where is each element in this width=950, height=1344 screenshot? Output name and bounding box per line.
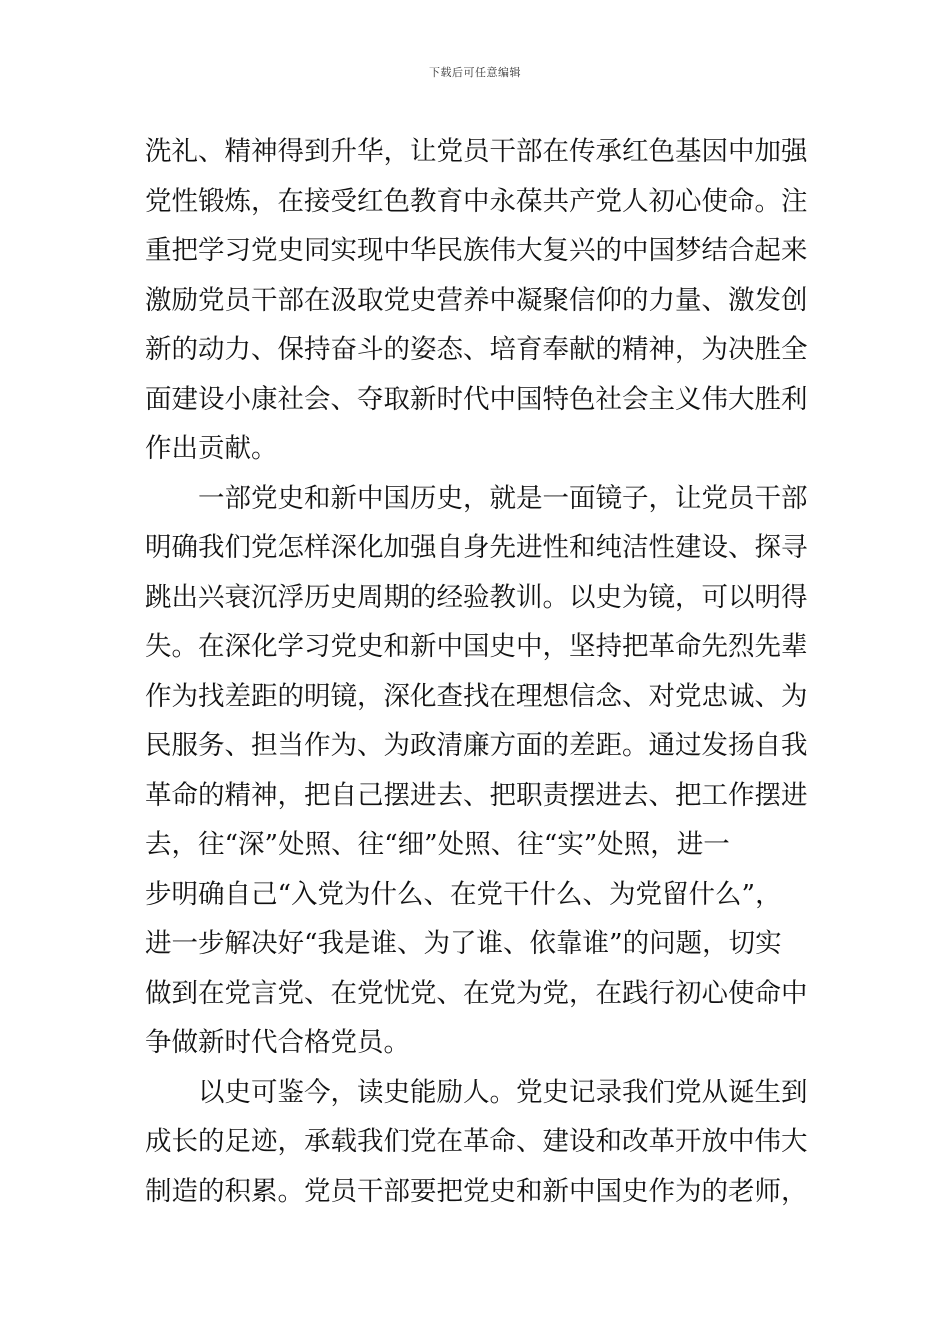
text-line: 制造的积累。党员干部要把党史和新中国史作为的老师， (145, 1175, 808, 1207)
paragraph-3 (145, 1068, 810, 1217)
text-line: 明确我们党怎样深化加强自身先进性和纯洁性建设、探寻 (145, 532, 808, 563)
text-line: 失。在深化学习党史和新中国史中，坚持把革命先烈先辈 (145, 631, 808, 662)
text-line: 进一步解决好“我是谁、为了谁、依靠谁”的问题，切实 (145, 928, 782, 959)
text-line: 步明确自己“入党为什么、在党干什么、为党留什么”， (145, 878, 782, 910)
text-line: 以史可鉴今，读史能励人。党史记录我们党从诞生到 (198, 1076, 808, 1108)
text-line: 一部党史和新中国历史，就是一面镜子，让党员干部 (198, 482, 808, 514)
page-header: 下载后可任意编辑 (429, 66, 521, 79)
text-line: 去，往“深”处照、往“细”处照、往“实”处照，进一 (145, 829, 730, 860)
text-line: 激励党员干部在汲取党史营养中凝聚信仰的力量、激发创 (145, 284, 808, 316)
text-line: 跳出兴衰沉浮历史周期的经验教训。以史为镜，可以明得 (145, 581, 808, 613)
text-line: 作为找差距的明镜，深化查找在理想信念、对党忠诚、为 (145, 680, 808, 712)
document-body (145, 127, 810, 1216)
text-line: 重把学习党史同实现中华民族伟大复兴的中国梦结合起来 (145, 235, 808, 266)
text-line: 做到在党言党、在党忧党、在党为党，在践行初心使命中 (145, 977, 808, 1009)
text-line: 成长的足迹，承载我们党在革命、建设和改革开放中伟大 (145, 1126, 808, 1157)
text-line: 争做新时代合格党员。 (145, 1027, 410, 1058)
paragraph-2 (145, 474, 810, 1068)
text-line: 新的动力、保持奋斗的姿态、培育奉献的精神，为决胜全 (145, 334, 808, 365)
text-line: 面建设小康社会、夺取新时代中国特色社会主义伟大胜利 (145, 383, 808, 415)
paragraph-1 (145, 127, 810, 474)
text-line: 作出贡献。 (145, 433, 278, 464)
text-line: 党性锻炼，在接受红色教育中永葆共产党人初心使命。注 (145, 185, 808, 217)
text-line: 洗礼、精神得到升华，让党员干部在传承红色基因中加强 (145, 136, 808, 167)
text-line: 革命的精神，把自己摆进去、把职责摆进去、把工作摆进 (145, 779, 808, 811)
text-line: 民服务、担当作为、为政清廉方面的差距。通过发扬自我 (145, 730, 808, 761)
